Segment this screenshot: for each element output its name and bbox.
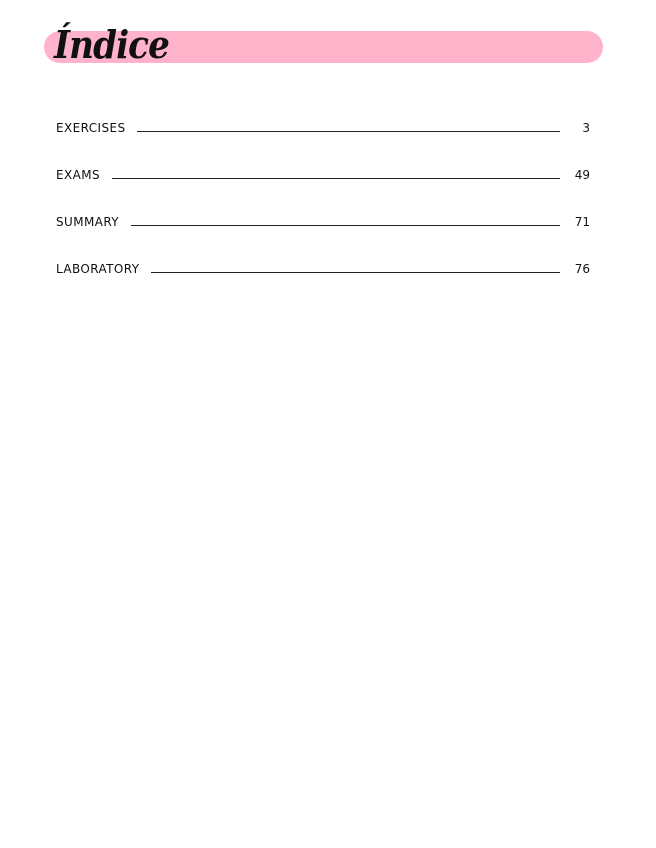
toc-entry-laboratory[interactable]: [56, 256, 590, 276]
toc-entry-label: EXERCISES: [56, 120, 126, 136]
toc-entry-label: LABORATORY: [56, 261, 140, 277]
toc-leader-line: [137, 131, 560, 132]
toc-leader-line: [131, 225, 560, 226]
toc-entry-page: 3: [582, 121, 590, 135]
toc-entry-label: SUMMARY: [56, 214, 120, 230]
toc-entry-page: 49: [574, 168, 590, 182]
toc-leader-line: [112, 178, 560, 179]
page-title: Índice: [54, 22, 169, 67]
toc-entry-label: EXAMS: [56, 167, 100, 183]
toc-entry-exams[interactable]: [56, 162, 590, 182]
toc-entry-summary[interactable]: [56, 209, 590, 229]
toc-entry-page: 71: [574, 215, 590, 229]
toc-entry-exercises[interactable]: [56, 115, 590, 135]
toc-entry-page: 76: [574, 262, 590, 276]
toc-leader-line: [151, 272, 560, 273]
